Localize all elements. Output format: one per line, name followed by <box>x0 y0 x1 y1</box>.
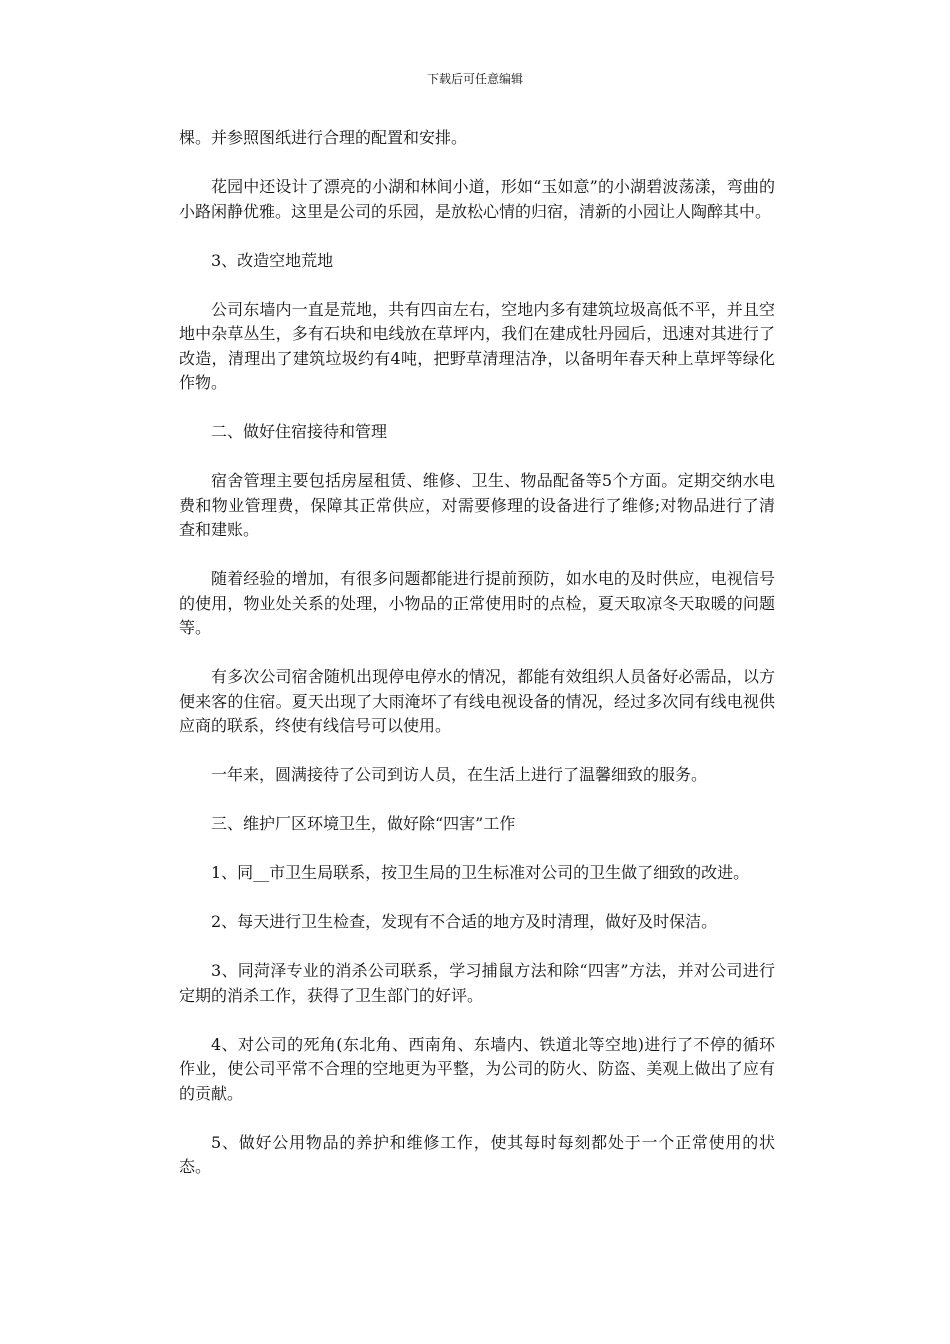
paragraph: 随着经验的增加，有很多问题都能进行提前预防，如水电的及时供应，电视信号的使用，物业处关系的处理，小物品的正常使用时的点检，夏天取凉冬天取暖的问题等。 <box>179 569 775 637</box>
list-item: 2、每天进行卫生检查，发现有不合适的地方及时清理，做好及时保洁。 <box>211 912 718 931</box>
section-subheading: 3、改造空地荒地 <box>211 250 334 270</box>
list-item: 5、做好公用物品的养护和维修工作，使其每时每刻都处于一个正常使用的状态。 <box>179 1132 775 1176</box>
section-heading: 二、做好住宿接待和管理 <box>211 422 388 441</box>
paragraph: 一年来，圆满接待了公司到访人员，在生活上进行了温馨细致的服务。 <box>211 765 708 784</box>
paragraph: 公司东墙内一直是荒地，共有四亩左右，空地内多有建筑垃圾高低不平，并且空地中杂草丛生，多有石块和电线放在草坪内，我们在建成牡丹园后，迅速对其进行了改造，清理出了建筑垃圾约有4吨，把野草清理洁净，以备明年春天种上草坪等绿化作物。 <box>179 299 775 392</box>
list-item: 1、同__市卫生局联系，按卫生局的卫生标准对公司的卫生做了细致的改进。 <box>211 863 750 882</box>
paragraph: 有多次公司宿舍随机出现停电停水的情况，都能有效组织人员备好必需品，以方便来客的住宿。夏天出现了大雨淹坏了有线电视设备的情况，经过多次同有线电视供应商的联系，终使有线信号可以使用。 <box>179 667 775 735</box>
paragraph: 棵。并参照图纸进行合理的配置和安排。 <box>179 128 468 147</box>
paragraph: 花园中还设计了漂亮的小湖和林间小道，形如“玉如意”的小湖碧波荡漾，弯曲的小路闲静优雅。这里是公司的乐园，是放松心情的归宿，清新的小园让人陶醉其中。 <box>179 177 775 221</box>
page-header: 下载后可任意编辑 <box>426 72 523 86</box>
paragraph: 宿舍管理主要包括房屋租赁、维修、卫生、物品配备等5个方面。定期交纳水电费和物业管理费，保障其正常供应，对需要修理的设备进行了维修;对物品进行了清查和建账。 <box>179 471 775 539</box>
list-item: 3、同菏泽专业的消杀公司联系，学习捕鼠方法和除“四害”方法，并对公司进行定期的消杀工作，获得了卫生部门的好评。 <box>179 961 775 1005</box>
document-body <box>179 126 775 1204</box>
list-item: 4、对公司的死角(东北角、西南角、东墙内、铁道北等空地)进行了不停的循环作业，使公司平常不合理的空地更为平整，为公司的防火、防盗、美观上做出了应有的贡献。 <box>179 1034 775 1103</box>
section-heading: 三、维护厂区环境卫生，做好除“四害”工作 <box>211 814 516 833</box>
